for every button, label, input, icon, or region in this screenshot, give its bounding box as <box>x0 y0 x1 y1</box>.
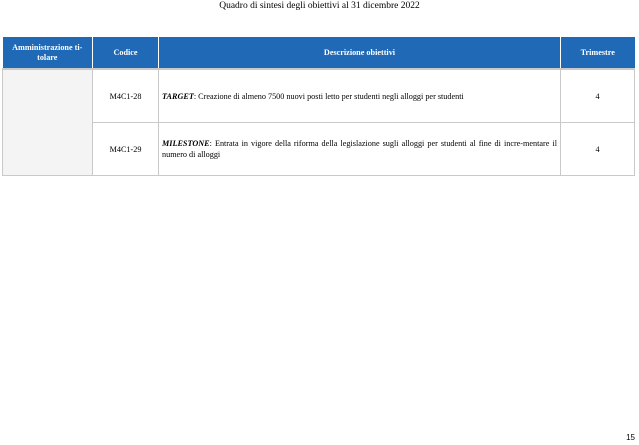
quarter-cell: 4 <box>561 123 635 176</box>
header-code: Codice <box>93 37 159 69</box>
page-number: 15 <box>626 433 635 442</box>
description-cell <box>159 69 561 123</box>
description-cell <box>159 123 561 176</box>
header-quarter: Trimestre <box>561 37 635 69</box>
admin-cell <box>3 69 93 176</box>
objective-text: : Entrata in vigore della riforma della legislazione sugli alloggi per studenti al fine di incre-mentare il numero di alloggi <box>162 139 557 159</box>
table-row <box>3 123 635 176</box>
header-description: Descrizione obiettivi <box>159 37 561 69</box>
table-header-row <box>3 37 635 69</box>
quarter-cell: 4 <box>561 69 635 123</box>
objective-text: : Creazione di almeno 7500 nuovi posti letto per studenti negli alloggi per studenti <box>193 91 464 101</box>
objectives-table <box>2 37 635 176</box>
code-cell: M4C1-29 <box>93 123 159 176</box>
objective-kind: TARGET <box>162 91 194 101</box>
header-admin: Amministrazione ti-tolare <box>3 37 93 69</box>
code-cell: M4C1-28 <box>93 69 159 123</box>
objective-kind: MILESTONE <box>162 139 210 148</box>
table-row <box>3 69 635 123</box>
page-title: Quadro di sintesi degli obiettivi al 31 dicembre 2022 <box>219 1 420 11</box>
